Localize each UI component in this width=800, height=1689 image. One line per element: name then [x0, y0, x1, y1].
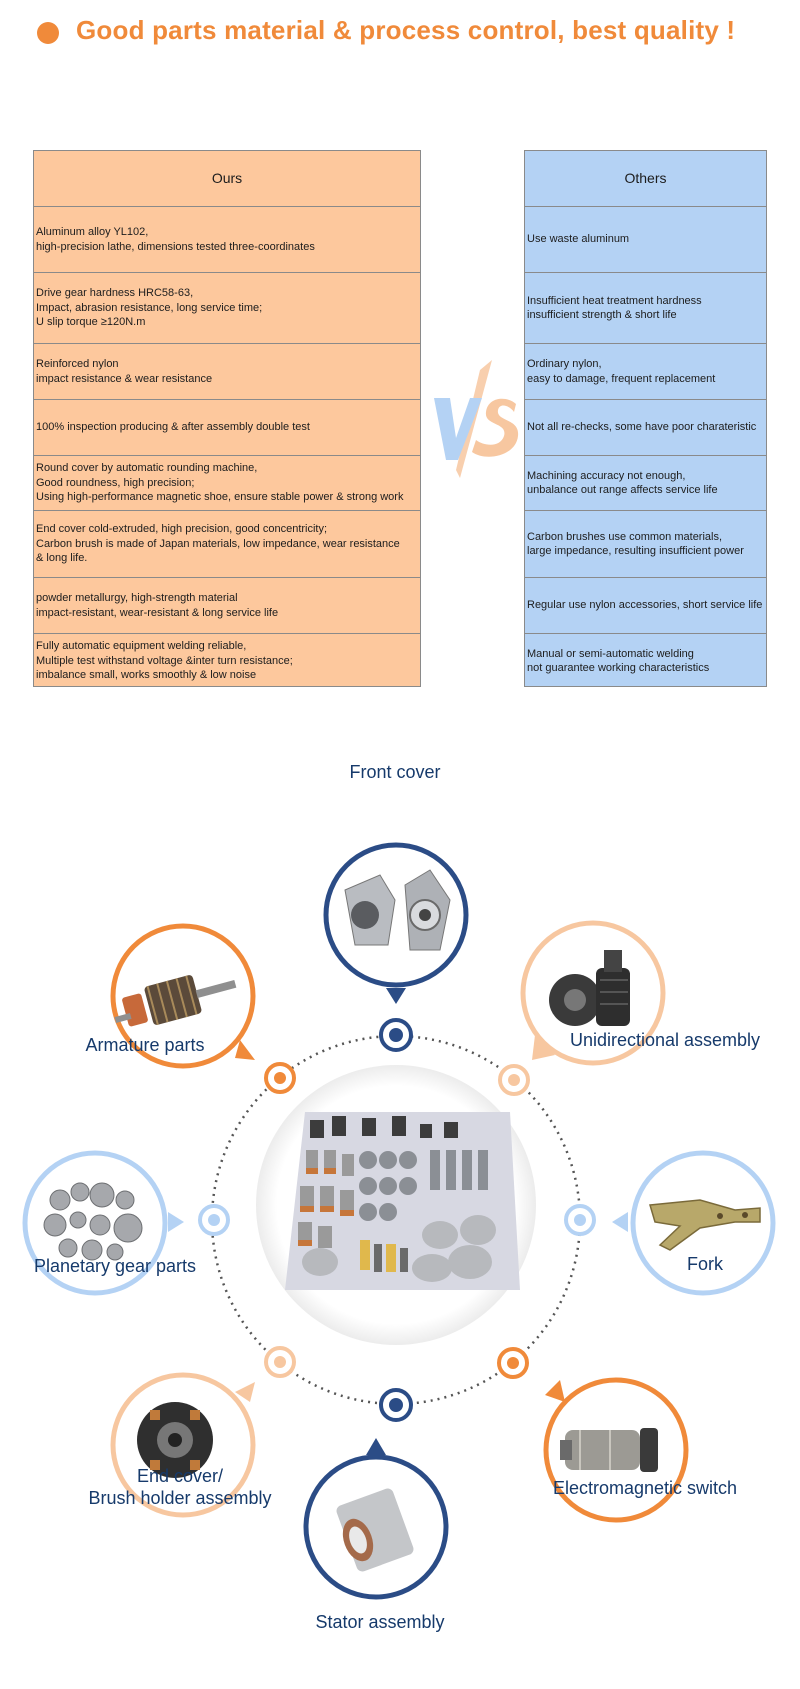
- ours-row-1: Aluminum alloy YL102, high-precision lathe, dimensions tested three-coordinates: [34, 206, 420, 272]
- others-row-4: Not all re-checks, some have poor charateristic: [525, 399, 766, 455]
- others-row-3: Ordinary nylon, easy to damage, frequent replacement: [525, 343, 766, 399]
- label-fork: Fork: [687, 1254, 723, 1274]
- ours-row-5: Round cover by automatic rounding machine, Good roundness, high precision; Using high-performance magnetic shoe, ensure stable power & strong work: [34, 455, 420, 510]
- ours-row-6: End cover cold-extruded, high precision, good concentricity; Carbon brush is made of Japan materials, low impedance, wear resistance & long life.: [34, 510, 420, 577]
- label-stator-assembly: Stator assembly: [315, 1612, 445, 1632]
- orbit-node-top-right: [500, 1066, 528, 1094]
- label-end-cover: [60, 1465, 300, 1509]
- ours-row-8: Fully automatic equipment welding reliable, Multiple test withstand voltage &inter turn resistance; imbalance small, works smoothly & low noise: [34, 633, 420, 688]
- ours-header: Ours: [211, 170, 243, 187]
- orbit-node-right: [566, 1206, 594, 1234]
- orbit-node-bottom-right: [499, 1349, 527, 1377]
- ours-row-7: powder metallurgy, high-strength material impact-resistant, wear-resistant & long service life: [34, 577, 420, 633]
- ours-row-2: Drive gear hardness HRC58-63, Impact, abrasion resistance, long service time; U slip torque ≥120N.m: [34, 272, 420, 343]
- electromagnetic-bubble: [545, 1380, 686, 1520]
- vs-text: VS: [475, 430, 477, 431]
- others-row-7: Regular use nylon accessories, short service life: [525, 577, 766, 633]
- label-planetary-gear-parts: Planetary gear parts: [33, 1256, 197, 1276]
- parts-collection-image: [285, 1112, 520, 1290]
- orbit-node-bottom: [381, 1390, 411, 1420]
- label-front-cover: Front cover: [349, 762, 441, 782]
- ours-row-4: 100% inspection producing & after assembly double test: [34, 399, 420, 455]
- others-row-8: Manual or semi-automatic welding not guarantee working characteristics: [525, 633, 766, 688]
- electromagnetic-switch-image: [560, 1428, 658, 1472]
- label-end-cover-line1: End cover/: [136, 1466, 224, 1486]
- label-armature-parts: Armature parts: [85, 1035, 205, 1055]
- others-row-1: Use waste aluminum: [525, 206, 766, 272]
- orbit-node-top-left: [266, 1064, 294, 1092]
- orbit-node-left: [200, 1206, 228, 1234]
- orbit-node-bottom-left: [266, 1348, 294, 1376]
- label-electromagnetic-switch: Electromagnetic switch: [552, 1478, 738, 1498]
- orbit-node-top: [381, 1020, 411, 1050]
- front-cover-bubble: [326, 845, 466, 1004]
- ours-row-3: Reinforced nylon impact resistance & wear resistance: [34, 343, 420, 399]
- stator-bubble: [306, 1438, 446, 1597]
- page-title: Good parts material & process control, best quality !: [76, 15, 736, 45]
- label-end-cover-line2: Brush holder assembly: [88, 1488, 272, 1508]
- others-row-2: Insufficient heat treatment hardness insufficient strength & short life: [525, 272, 766, 343]
- others-row-6: Carbon brushes use common materials, large impedance, resulting insufficient power: [525, 510, 766, 577]
- label-unidirectional-assembly: Unidirectional assembly: [569, 1030, 761, 1050]
- others-header: Others: [624, 170, 667, 187]
- others-row-5: Machining accuracy not enough, unbalance out range affects service life: [525, 455, 766, 510]
